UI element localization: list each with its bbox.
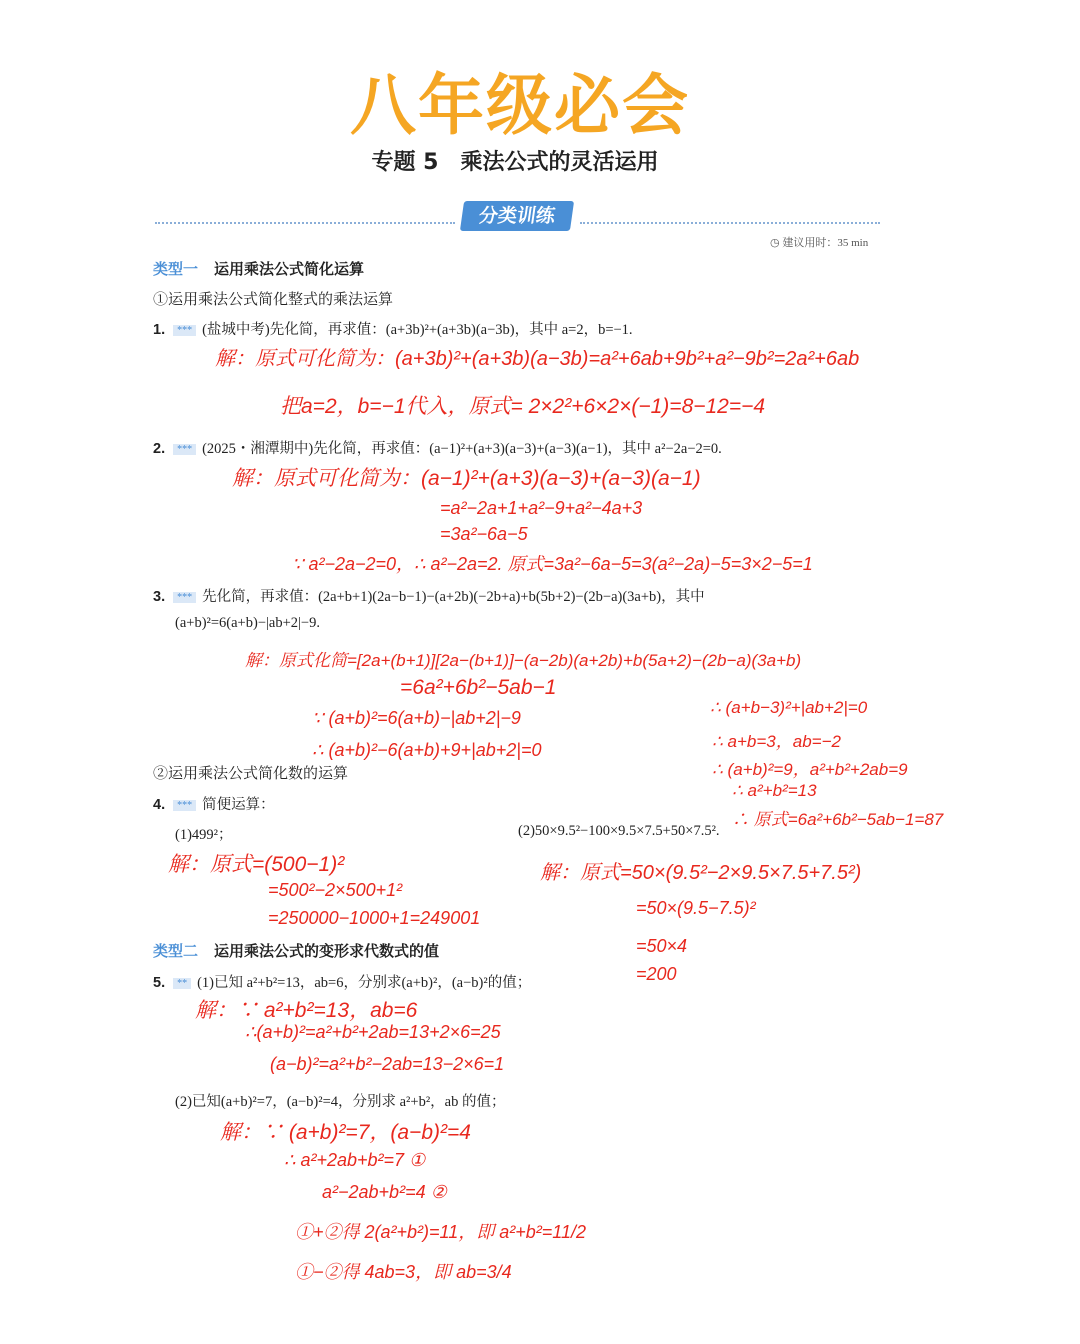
hw-line: a²−2ab+b²=4 ② [322,1182,447,1202]
hw-line: 把a=2，b=−1代入，原式= 2×2²+6×2×(−1)=8−12=−4 [280,395,766,418]
hw-line: ∴ (a+b)²=9，a²+b²+2ab=9 [712,760,908,779]
hw-line: 解：原式可化简为：(a−1)²+(a+3)(a−3)+(a−3)(a−1) [232,467,701,490]
hw-line: ∴ 原式=6a²+6b²−5ab−1=87 [732,810,944,829]
section-1: ①运用乘法公式简化整式的乘法运算 [153,292,394,308]
hw-line: ∴ (a+b−3)²+|ab+2|=0 [710,698,868,717]
type-label: 运用乘法公式简化运算 [214,262,365,278]
question-4 [153,793,275,814]
question-3 [153,585,705,606]
hw-line: =3a²−6a−5 [440,524,528,544]
hw-line: ①+②得 2(a²+b²)=11，即 a²+b²=11/2 [295,1222,586,1242]
clock-icon: ◷ [770,237,783,249]
divider-left [155,222,455,224]
difficulty-stars: *** [173,444,196,455]
q-text: 先化简，再求值：(2a+b+1)(2a−b−1)−(a+2b)(−2b+a)+b(5b+2)−(2b−a)(3a+b)，其中 [202,589,705,605]
difficulty-stars: *** [173,592,196,603]
hw-line: 解：原式化简=[2a+(b+1)][2a−(b+1)]−(a−2b)(a+2b)+b(5a+2)−(2b−a)(3a+b) [245,651,802,670]
type-label: 运用乘法公式的变形求代数式的值 [214,944,440,960]
q-num: 4. [153,797,166,813]
hw-line: ∵ (a+b)²=6(a+b)−|ab+2|−9 [312,708,521,728]
hw-line: 解：∵ a²+b²=13，ab=6 [195,999,418,1022]
time-text: 建议用时：35 min [782,237,869,249]
section-2: ②运用乘法公式简化数的运算 [153,766,349,782]
q-text: 简便运算： [202,797,275,813]
hw-line: =200 [636,964,677,984]
question-5-part2: (2)已知(a+b)²=7，(a−b)²=4，分别求 a²+b²，ab 的值； [175,1094,506,1110]
q-num: 5. [153,975,166,991]
hw-line: ∴ (a+b)²−6(a+b)+9+|ab+2|=0 [312,740,542,760]
difficulty-stars: *** [173,325,196,336]
hw-line: =a²−2a+1+a²−9+a²−4a+3 [440,498,643,518]
hw-line: 解：原式可化简为：(a+3b)²+(a+3b)(a−3b)=a²+6ab+9b²+a²−9b²=2a²+6ab [215,348,860,370]
type-tag: 类型一 [153,262,199,278]
suggested-time [770,234,868,250]
q-text: (盐城中考)先化简，再求值：(a+3b)²+(a+3b)(a−3b)，其中 a=2，b=−1. [202,322,633,338]
hw-line: 解：原式=(500−1)² [168,853,345,876]
q-num: 3. [153,589,166,605]
q-text: (1)已知 a²+b²=13，ab=6，分别求(a+b)²，(a−b)²的值； [197,975,532,991]
hw-line: 解：原式=50×(9.5²−2×9.5×7.5+7.5²) [540,862,862,884]
hw-line: ∴ a²+b²=13 [732,781,817,800]
hw-line: ∴ a+b=3，ab=−2 [712,732,841,751]
hw-line: (a−b)²=a²+b²−2ab=13−2×6=1 [270,1054,505,1074]
hw-line: =6a²+6b²−5ab−1 [400,676,557,699]
hw-line: =500²−2×500+1² [268,880,403,900]
question-2 [153,437,722,458]
difficulty-stars: ** [173,978,191,989]
page-title: 八年级必会 [350,67,690,144]
type2-heading [153,940,439,961]
type-tag: 类型二 [153,944,199,960]
hw-line: =250000−1000+1=249001 [268,908,481,928]
q-text: (2025・湘潭期中)先化简，再求值：(a−1)²+(a+3)(a−3)+(a−3)(a−1)，其中 a²−2a−2=0. [202,441,722,457]
question-4-part1: (1)499²； [175,827,233,843]
q-num: 2. [153,441,166,457]
question-3-condition: (a+b)²=6(a+b)−|ab+2|−9. [175,615,320,631]
difficulty-stars: *** [173,800,196,811]
divider-right [580,222,880,224]
hw-line: ∴(a+b)²=a²+b²+2ab=13+2×6=25 [245,1022,501,1042]
hw-line: ∵ a²−2a−2=0，∴ a²−2a=2. 原式=3a²−6a−5=3(a²−2a)−5=3×2−5=1 [292,554,813,574]
hw-line: =50×4 [636,936,688,956]
hw-line: ①−②得 4ab=3，即 ab=3/4 [295,1262,512,1282]
hw-line: =50×(9.5−7.5)² [636,898,756,918]
question-4-part2: (2)50×9.5²−100×9.5×7.5+50×7.5². [518,823,720,839]
hw-line: 解：∵ (a+b)²=7，(a−b)²=4 [220,1121,471,1144]
section-banner: 分类训练 [460,201,574,231]
q-num: 1. [153,322,166,338]
topic-subtitle: 专题 5 乘法公式的灵活运用 [371,150,659,175]
type1-heading [153,258,364,279]
question-5 [153,971,531,992]
hw-line: ∴ a²+2ab+b²=7 ① [284,1150,426,1170]
question-1 [153,318,633,339]
